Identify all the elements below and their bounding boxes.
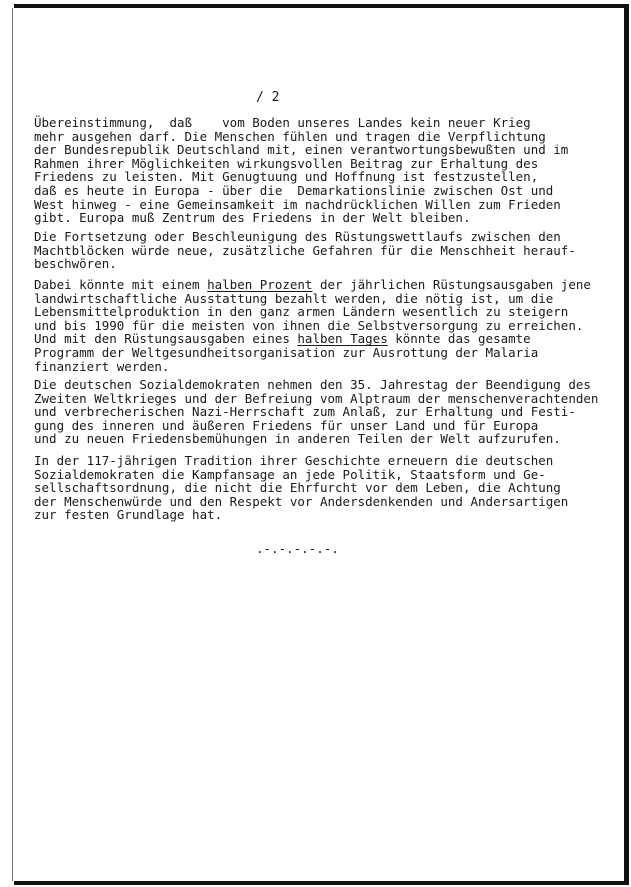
scan-border-right [624,4,629,881]
text-line: mehr ausgehen darf. Die Menschen fühlen und tragen die Verpflichtung [34,128,546,144]
text-segment: könnte das gesamte [387,331,531,347]
text-line: gibt. Europa muß Zentrum des Friedens in der Welt bleiben. [34,210,471,226]
paragraph-5 [34,454,609,522]
text-line: Rahmen ihrer Möglichkeiten wirkungsvollen Beitrag zur Erhaltung des [34,155,539,171]
text-line: Programm der Weltgesundheitsorganisation zur Ausrottung der Malaria [34,344,539,360]
text-line: Die deutschen Sozialdemokraten nehmen den 35. Jahrestag der Beendigung des [34,377,591,392]
text-line: und verbrecherischen Nazi-Herrschaft zum Anlaß, zur Erhaltung und Festi- [34,404,576,420]
text-line: West hinweg - eine Gemeinsamkeit im nachdrücklichen Willen zum Frieden [34,196,561,212]
text-line: Übereinstimmung, daß vom Boden unseres Landes kein neuer Krieg [34,115,531,130]
paragraph-3 [34,278,609,373]
text-line: Friedens zu leisten. Mit Genugtuung und Hoffnung ist festzustellen, [34,169,539,185]
section-separator: .-.-.-.-.-. [256,541,339,556]
paragraph-4 [34,378,609,446]
text-line: Lebensmittelproduktion in den ganz armen Ländern wesentlich zu steigern [34,304,569,320]
text-segment: der jährlichen Rüstungsausgaben jene [312,277,591,292]
text-line: sellschaftsordnung, die nicht die Ehrfurcht vor dem Leben, die Achtung [34,480,561,496]
paragraph-1 [34,116,609,225]
text-segment: Dabei könnte mit einem [34,277,208,292]
page-number: / 2 [256,90,280,105]
paragraph-2 [34,230,609,271]
text-line: der Bundesrepublik Deutschland mit, einen verantwortungsbewußten und im [34,142,569,158]
scan-border-bottom [14,881,629,885]
text-line: Sozialdemokraten die Kampfansage an jede Politik, Staatsform und Ge- [34,466,546,482]
text-line: zur festen Grundlage hat. [34,507,223,523]
text-line: und bis 1990 für die meisten von ihnen die Selbstversorgung zu erreichen. [34,317,584,333]
scan-border-left [12,8,13,881]
text-line: Die Fortsetzung oder Beschleunigung des Rüstungswettlaufs zwischen den [34,229,561,244]
text-line [34,332,609,346]
text-line: daß es heute in Europa - über die Demarkationslinie zwischen Ost und [34,182,554,198]
underlined-phrase: halben Prozent [207,277,313,292]
text-line: In der 117-jährigen Tradition ihrer Geschichte erneuern die deutschen [34,453,554,468]
text-line [34,278,609,292]
underlined-phrase: halben Tages [297,331,388,347]
text-line: gung des inneren und äußeren Friedens für unser Land und für Europa [34,417,539,433]
text-line: Machtblöcken würde neue, zusätzliche Gefahren für die Menschheit herauf- [34,242,576,258]
text-line: finanziert werden. [34,358,170,374]
text-line: der Menschenwürde und den Respekt vor Andersdenkenden und Andersartigen [34,493,569,509]
text-line: Zweiten Weltkrieges und der Befreiung vom Alptraum der menschenverachtenden [34,390,599,406]
text-line: beschwören. [34,256,117,272]
text-line: und zu neuen Friedensbemühungen in anderen Teilen der Welt aufzurufen. [34,431,561,447]
text-line: landwirtschaftliche Ausstattung bezahlt werden, die nötig ist, um die [34,290,554,306]
text-segment: Und mit den Rüstungsausgaben eines [34,331,298,347]
scan-border-top [14,4,625,8]
